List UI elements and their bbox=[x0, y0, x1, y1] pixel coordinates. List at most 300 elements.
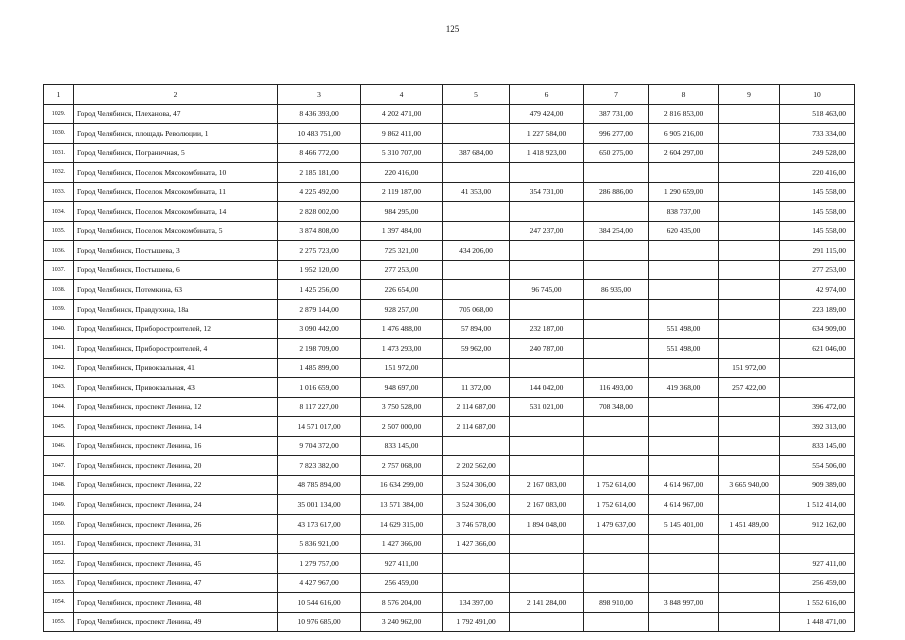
value-cell bbox=[443, 221, 510, 241]
value-cell: 8 466 772,00 bbox=[278, 143, 361, 163]
value-cell bbox=[719, 163, 780, 183]
address-cell: Город Челябинск, Правдухина, 18а bbox=[74, 300, 278, 320]
table-row bbox=[44, 241, 855, 261]
total-cell: 621 046,00 bbox=[780, 339, 855, 359]
address-cell: Город Челябинск, Постышева, 6 bbox=[74, 260, 278, 280]
value-cell bbox=[443, 163, 510, 183]
value-cell bbox=[510, 554, 584, 574]
value-cell: 838 737,00 bbox=[649, 202, 719, 222]
address-cell: Город Челябинск, Приборостроителей, 4 bbox=[74, 339, 278, 359]
value-cell bbox=[719, 554, 780, 574]
value-cell bbox=[719, 573, 780, 593]
total-cell: 249 528,00 bbox=[780, 143, 855, 163]
value-cell bbox=[649, 260, 719, 280]
table-row bbox=[44, 319, 855, 339]
row-number: 1032. bbox=[44, 163, 74, 183]
value-cell: 5 310 707,00 bbox=[361, 143, 443, 163]
value-cell: 2 167 083,00 bbox=[510, 495, 584, 515]
value-cell: 9 704 372,00 bbox=[278, 436, 361, 456]
address-cell: Город Челябинск, Привокзальная, 41 bbox=[74, 358, 278, 378]
value-cell bbox=[719, 182, 780, 202]
value-cell bbox=[719, 534, 780, 554]
value-cell: 59 962,00 bbox=[443, 339, 510, 359]
row-number: 1045. bbox=[44, 417, 74, 437]
address-cell: Город Челябинск, Поселок Мясокомбината, 14 bbox=[74, 202, 278, 222]
value-cell: 10 976 685,00 bbox=[278, 612, 361, 632]
page-number: 125 bbox=[445, 24, 460, 34]
value-cell: 257 422,00 bbox=[719, 378, 780, 398]
value-cell: 531 021,00 bbox=[510, 397, 584, 417]
table-row bbox=[44, 456, 855, 476]
value-cell: 86 935,00 bbox=[584, 280, 649, 300]
row-number: 1050. bbox=[44, 515, 74, 535]
value-cell: 116 493,00 bbox=[584, 378, 649, 398]
value-cell: 151 972,00 bbox=[361, 358, 443, 378]
value-cell: 1 290 659,00 bbox=[649, 182, 719, 202]
value-cell: 1 425 256,00 bbox=[278, 280, 361, 300]
value-cell: 226 654,00 bbox=[361, 280, 443, 300]
row-number: 1040. bbox=[44, 319, 74, 339]
value-cell: 1 894 048,00 bbox=[510, 515, 584, 535]
table-row bbox=[44, 163, 855, 183]
value-cell bbox=[719, 280, 780, 300]
value-cell bbox=[584, 534, 649, 554]
value-cell bbox=[719, 221, 780, 241]
value-cell: 708 348,00 bbox=[584, 397, 649, 417]
value-cell: 3 750 528,00 bbox=[361, 397, 443, 417]
table-row bbox=[44, 612, 855, 632]
value-cell bbox=[584, 554, 649, 574]
value-cell: 10 544 616,00 bbox=[278, 593, 361, 613]
value-cell bbox=[649, 241, 719, 261]
address-cell: Город Челябинск, проспект Ленина, 31 bbox=[74, 534, 278, 554]
value-cell: 151 972,00 bbox=[719, 358, 780, 378]
value-cell bbox=[510, 358, 584, 378]
value-cell bbox=[443, 260, 510, 280]
value-cell bbox=[510, 456, 584, 476]
value-cell: 551 498,00 bbox=[649, 339, 719, 359]
value-cell: 232 187,00 bbox=[510, 319, 584, 339]
value-cell bbox=[584, 319, 649, 339]
total-cell: 554 506,00 bbox=[780, 456, 855, 476]
value-cell bbox=[584, 456, 649, 476]
column-header: 2 bbox=[74, 85, 278, 105]
address-cell: Город Челябинск, проспект Ленина, 14 bbox=[74, 417, 278, 437]
value-cell bbox=[584, 202, 649, 222]
table-row bbox=[44, 534, 855, 554]
total-cell: 912 162,00 bbox=[780, 515, 855, 535]
value-cell bbox=[510, 163, 584, 183]
address-cell: Город Челябинск, площадь Революции, 1 bbox=[74, 124, 278, 144]
address-cell: Город Челябинск, Приборостроителей, 12 bbox=[74, 319, 278, 339]
value-cell: 13 571 384,00 bbox=[361, 495, 443, 515]
value-cell bbox=[719, 456, 780, 476]
row-number: 1031. bbox=[44, 143, 74, 163]
value-cell: 928 257,00 bbox=[361, 300, 443, 320]
value-cell: 41 353,00 bbox=[443, 182, 510, 202]
value-cell bbox=[510, 534, 584, 554]
value-cell: 4 427 967,00 bbox=[278, 573, 361, 593]
table-body bbox=[44, 104, 855, 632]
value-cell: 1 016 659,00 bbox=[278, 378, 361, 398]
value-cell: 3 746 578,00 bbox=[443, 515, 510, 535]
value-cell: 1 479 637,00 bbox=[584, 515, 649, 535]
total-cell: 909 389,00 bbox=[780, 475, 855, 495]
value-cell bbox=[719, 241, 780, 261]
value-cell bbox=[510, 202, 584, 222]
row-number: 1038. bbox=[44, 280, 74, 300]
row-number: 1029. bbox=[44, 104, 74, 124]
value-cell bbox=[443, 554, 510, 574]
value-cell bbox=[584, 436, 649, 456]
value-cell: 725 321,00 bbox=[361, 241, 443, 261]
row-number: 1037. bbox=[44, 260, 74, 280]
table-row bbox=[44, 378, 855, 398]
value-cell: 43 173 617,00 bbox=[278, 515, 361, 535]
table-row bbox=[44, 124, 855, 144]
value-cell: 1 952 120,00 bbox=[278, 260, 361, 280]
column-header: 1 bbox=[44, 85, 74, 105]
total-cell: 145 558,00 bbox=[780, 182, 855, 202]
value-cell bbox=[443, 202, 510, 222]
address-cell: Город Челябинск, проспект Ленина, 48 bbox=[74, 593, 278, 613]
total-cell: 277 253,00 bbox=[780, 260, 855, 280]
table-row bbox=[44, 182, 855, 202]
value-cell bbox=[649, 436, 719, 456]
row-number: 1034. bbox=[44, 202, 74, 222]
value-cell bbox=[649, 280, 719, 300]
value-cell: 2 604 297,00 bbox=[649, 143, 719, 163]
value-cell: 650 275,00 bbox=[584, 143, 649, 163]
value-cell: 387 731,00 bbox=[584, 104, 649, 124]
total-cell bbox=[780, 358, 855, 378]
total-cell: 396 472,00 bbox=[780, 397, 855, 417]
row-number: 1051. bbox=[44, 534, 74, 554]
value-cell bbox=[584, 573, 649, 593]
value-cell: 16 634 299,00 bbox=[361, 475, 443, 495]
value-cell bbox=[719, 436, 780, 456]
address-cell: Город Челябинск, Привокзальная, 43 bbox=[74, 378, 278, 398]
value-cell: 2 275 723,00 bbox=[278, 241, 361, 261]
value-cell: 277 253,00 bbox=[361, 260, 443, 280]
value-cell: 3 665 940,00 bbox=[719, 475, 780, 495]
address-cell: Город Челябинск, проспект Ленина, 26 bbox=[74, 515, 278, 535]
value-cell bbox=[510, 241, 584, 261]
value-cell: 14 629 315,00 bbox=[361, 515, 443, 535]
value-cell bbox=[719, 260, 780, 280]
value-cell bbox=[649, 534, 719, 554]
value-cell: 2 757 068,00 bbox=[361, 456, 443, 476]
total-cell: 1 552 616,00 bbox=[780, 593, 855, 613]
address-cell: Город Челябинск, Поселок Мясокомбината, 5 bbox=[74, 221, 278, 241]
value-cell: 2 202 562,00 bbox=[443, 456, 510, 476]
value-cell bbox=[510, 436, 584, 456]
table-row bbox=[44, 143, 855, 163]
address-cell: Город Челябинск, проспект Ленина, 45 bbox=[74, 554, 278, 574]
address-cell: Город Челябинск, проспект Ленина, 12 bbox=[74, 397, 278, 417]
value-cell: 833 145,00 bbox=[361, 436, 443, 456]
value-cell bbox=[584, 260, 649, 280]
row-number: 1036. bbox=[44, 241, 74, 261]
value-cell bbox=[719, 104, 780, 124]
value-cell bbox=[584, 417, 649, 437]
value-cell bbox=[719, 397, 780, 417]
value-cell bbox=[719, 143, 780, 163]
value-cell bbox=[510, 612, 584, 632]
value-cell: 948 697,00 bbox=[361, 378, 443, 398]
value-cell: 3 524 306,00 bbox=[443, 495, 510, 515]
address-cell: Город Челябинск, проспект Ленина, 49 bbox=[74, 612, 278, 632]
row-number: 1041. bbox=[44, 339, 74, 359]
total-cell: 1 448 471,00 bbox=[780, 612, 855, 632]
value-cell bbox=[584, 339, 649, 359]
total-cell: 291 115,00 bbox=[780, 241, 855, 261]
value-cell: 1 792 491,00 bbox=[443, 612, 510, 632]
value-cell: 2 119 187,00 bbox=[361, 182, 443, 202]
value-cell: 2 114 687,00 bbox=[443, 417, 510, 437]
value-cell: 4 202 471,00 bbox=[361, 104, 443, 124]
total-cell: 392 313,00 bbox=[780, 417, 855, 437]
row-number: 1053. bbox=[44, 573, 74, 593]
value-cell bbox=[719, 417, 780, 437]
row-number: 1039. bbox=[44, 300, 74, 320]
value-cell: 8 436 393,00 bbox=[278, 104, 361, 124]
value-cell bbox=[443, 358, 510, 378]
table-row bbox=[44, 554, 855, 574]
table-row bbox=[44, 280, 855, 300]
value-cell: 3 240 962,00 bbox=[361, 612, 443, 632]
value-cell: 705 068,00 bbox=[443, 300, 510, 320]
value-cell: 479 424,00 bbox=[510, 104, 584, 124]
value-cell: 1 451 489,00 bbox=[719, 515, 780, 535]
total-cell: 145 558,00 bbox=[780, 202, 855, 222]
value-cell: 1 279 757,00 bbox=[278, 554, 361, 574]
row-number: 1033. bbox=[44, 182, 74, 202]
value-cell bbox=[649, 456, 719, 476]
value-cell: 4 614 967,00 bbox=[649, 475, 719, 495]
address-cell: Город Челябинск, Плеханова, 47 bbox=[74, 104, 278, 124]
value-cell: 5 145 401,00 bbox=[649, 515, 719, 535]
row-number: 1043. bbox=[44, 378, 74, 398]
value-cell bbox=[443, 104, 510, 124]
value-cell: 1 752 614,00 bbox=[584, 495, 649, 515]
value-cell: 220 416,00 bbox=[361, 163, 443, 183]
address-cell: Город Челябинск, проспект Ленина, 20 bbox=[74, 456, 278, 476]
value-cell: 2 167 083,00 bbox=[510, 475, 584, 495]
value-cell bbox=[649, 417, 719, 437]
address-cell: Город Челябинск, Постышева, 3 bbox=[74, 241, 278, 261]
value-cell bbox=[584, 163, 649, 183]
value-cell: 5 836 921,00 bbox=[278, 534, 361, 554]
value-cell: 2 879 144,00 bbox=[278, 300, 361, 320]
value-cell: 984 295,00 bbox=[361, 202, 443, 222]
total-cell: 220 416,00 bbox=[780, 163, 855, 183]
table-row bbox=[44, 475, 855, 495]
address-cell: Город Челябинск, Потемкина, 63 bbox=[74, 280, 278, 300]
value-cell: 48 785 894,00 bbox=[278, 475, 361, 495]
value-cell: 57 894,00 bbox=[443, 319, 510, 339]
value-cell: 4 225 492,00 bbox=[278, 182, 361, 202]
total-cell: 518 463,00 bbox=[780, 104, 855, 124]
value-cell: 620 435,00 bbox=[649, 221, 719, 241]
row-number: 1035. bbox=[44, 221, 74, 241]
value-cell: 1 427 366,00 bbox=[361, 534, 443, 554]
address-cell: Город Челябинск, проспект Ленина, 47 bbox=[74, 573, 278, 593]
value-cell: 1 476 488,00 bbox=[361, 319, 443, 339]
address-cell: Город Челябинск, проспект Ленина, 22 bbox=[74, 475, 278, 495]
row-number: 1042. bbox=[44, 358, 74, 378]
value-cell: 354 731,00 bbox=[510, 182, 584, 202]
value-cell bbox=[443, 436, 510, 456]
value-cell bbox=[719, 124, 780, 144]
table-row bbox=[44, 495, 855, 515]
value-cell: 3 848 997,00 bbox=[649, 593, 719, 613]
value-cell: 96 745,00 bbox=[510, 280, 584, 300]
value-cell: 286 886,00 bbox=[584, 182, 649, 202]
value-cell: 240 787,00 bbox=[510, 339, 584, 359]
value-cell bbox=[719, 202, 780, 222]
row-number: 1030. bbox=[44, 124, 74, 144]
total-cell: 733 334,00 bbox=[780, 124, 855, 144]
table-row bbox=[44, 300, 855, 320]
column-header: 6 bbox=[510, 85, 584, 105]
value-cell bbox=[719, 300, 780, 320]
table-row bbox=[44, 104, 855, 124]
table-row bbox=[44, 573, 855, 593]
value-cell: 1 427 366,00 bbox=[443, 534, 510, 554]
value-cell bbox=[719, 319, 780, 339]
value-cell: 6 905 216,00 bbox=[649, 124, 719, 144]
table-row bbox=[44, 515, 855, 535]
value-cell bbox=[649, 300, 719, 320]
data-table bbox=[43, 84, 855, 632]
value-cell bbox=[649, 358, 719, 378]
row-number: 1052. bbox=[44, 554, 74, 574]
value-cell: 2 507 000,00 bbox=[361, 417, 443, 437]
value-cell: 996 277,00 bbox=[584, 124, 649, 144]
value-cell bbox=[584, 612, 649, 632]
value-cell bbox=[649, 573, 719, 593]
value-cell: 3 524 306,00 bbox=[443, 475, 510, 495]
value-cell: 1 485 899,00 bbox=[278, 358, 361, 378]
table-row bbox=[44, 221, 855, 241]
value-cell: 898 910,00 bbox=[584, 593, 649, 613]
value-cell: 3 090 442,00 bbox=[278, 319, 361, 339]
value-cell: 2 198 709,00 bbox=[278, 339, 361, 359]
address-cell: Город Челябинск, Поселок Мясокомбината, 10 bbox=[74, 163, 278, 183]
column-header: 8 bbox=[649, 85, 719, 105]
table-row bbox=[44, 436, 855, 456]
value-cell bbox=[719, 593, 780, 613]
value-cell: 144 042,00 bbox=[510, 378, 584, 398]
value-cell: 384 254,00 bbox=[584, 221, 649, 241]
column-header: 10 bbox=[780, 85, 855, 105]
table-row bbox=[44, 202, 855, 222]
value-cell bbox=[719, 339, 780, 359]
value-cell: 1 227 584,00 bbox=[510, 124, 584, 144]
value-cell bbox=[443, 280, 510, 300]
value-cell bbox=[584, 300, 649, 320]
table-row bbox=[44, 593, 855, 613]
address-cell: Город Челябинск, Поселок Мясокомбината, 11 bbox=[74, 182, 278, 202]
column-header: 7 bbox=[584, 85, 649, 105]
row-number: 1046. bbox=[44, 436, 74, 456]
row-number: 1048. bbox=[44, 475, 74, 495]
value-cell: 1 397 484,00 bbox=[361, 221, 443, 241]
total-cell: 42 974,00 bbox=[780, 280, 855, 300]
value-cell bbox=[443, 124, 510, 144]
header-row bbox=[44, 85, 855, 105]
table-row bbox=[44, 358, 855, 378]
value-cell: 551 498,00 bbox=[649, 319, 719, 339]
value-cell: 1 418 923,00 bbox=[510, 143, 584, 163]
column-header: 5 bbox=[443, 85, 510, 105]
total-cell bbox=[780, 378, 855, 398]
address-cell: Город Челябинск, Пограничная, 5 bbox=[74, 143, 278, 163]
value-cell: 7 823 382,00 bbox=[278, 456, 361, 476]
row-number: 1055. bbox=[44, 612, 74, 632]
value-cell bbox=[584, 241, 649, 261]
value-cell: 434 206,00 bbox=[443, 241, 510, 261]
value-cell: 9 862 411,00 bbox=[361, 124, 443, 144]
column-header: 9 bbox=[719, 85, 780, 105]
value-cell bbox=[510, 573, 584, 593]
table-row bbox=[44, 417, 855, 437]
value-cell bbox=[584, 358, 649, 378]
value-cell: 35 001 134,00 bbox=[278, 495, 361, 515]
value-cell: 2 141 284,00 bbox=[510, 593, 584, 613]
value-cell: 134 397,00 bbox=[443, 593, 510, 613]
column-header: 4 bbox=[361, 85, 443, 105]
value-cell: 4 614 967,00 bbox=[649, 495, 719, 515]
row-number: 1044. bbox=[44, 397, 74, 417]
value-cell bbox=[649, 397, 719, 417]
table-row bbox=[44, 260, 855, 280]
total-cell: 927 411,00 bbox=[780, 554, 855, 574]
value-cell: 387 684,00 bbox=[443, 143, 510, 163]
total-cell: 223 189,00 bbox=[780, 300, 855, 320]
value-cell: 8 117 227,00 bbox=[278, 397, 361, 417]
value-cell: 2 828 002,00 bbox=[278, 202, 361, 222]
value-cell: 14 571 017,00 bbox=[278, 417, 361, 437]
value-cell bbox=[510, 260, 584, 280]
address-cell: Город Челябинск, проспект Ленина, 16 bbox=[74, 436, 278, 456]
value-cell: 419 368,00 bbox=[649, 378, 719, 398]
table-row bbox=[44, 397, 855, 417]
value-cell bbox=[719, 495, 780, 515]
value-cell: 1 752 614,00 bbox=[584, 475, 649, 495]
row-number: 1054. bbox=[44, 593, 74, 613]
total-cell: 1 512 414,00 bbox=[780, 495, 855, 515]
value-cell: 8 576 204,00 bbox=[361, 593, 443, 613]
total-cell: 256 459,00 bbox=[780, 573, 855, 593]
total-cell: 145 558,00 bbox=[780, 221, 855, 241]
table-row bbox=[44, 339, 855, 359]
value-cell: 3 874 808,00 bbox=[278, 221, 361, 241]
total-cell bbox=[780, 534, 855, 554]
value-cell: 247 237,00 bbox=[510, 221, 584, 241]
address-cell: Город Челябинск, проспект Ленина, 24 bbox=[74, 495, 278, 515]
value-cell: 2 185 181,00 bbox=[278, 163, 361, 183]
value-cell bbox=[510, 300, 584, 320]
value-cell: 256 459,00 bbox=[361, 573, 443, 593]
value-cell: 11 372,00 bbox=[443, 378, 510, 398]
value-cell bbox=[443, 573, 510, 593]
value-cell bbox=[649, 554, 719, 574]
value-cell: 1 473 293,00 bbox=[361, 339, 443, 359]
value-cell bbox=[510, 417, 584, 437]
total-cell: 833 145,00 bbox=[780, 436, 855, 456]
